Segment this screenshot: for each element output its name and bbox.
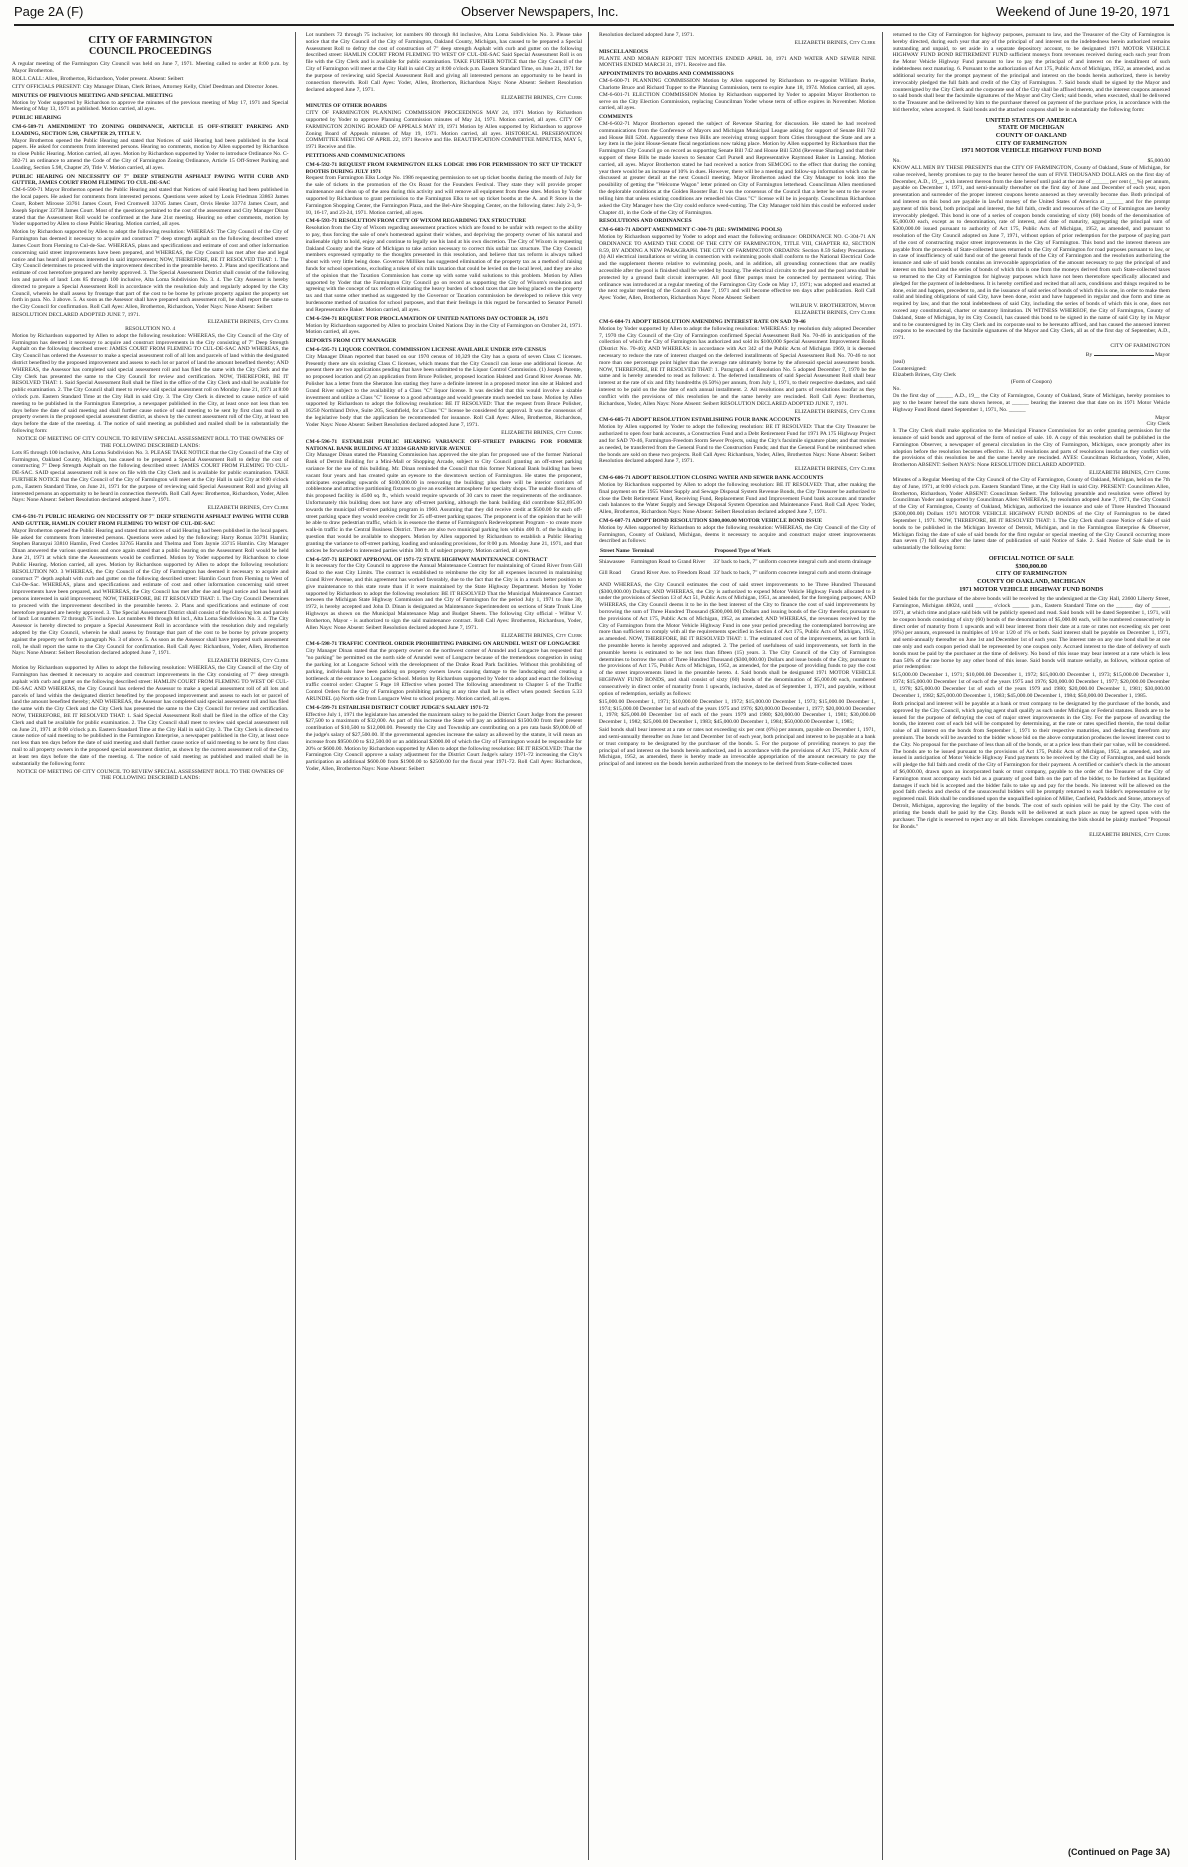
item-heading: CM-6-604-71 ADOPT RESOLUTION AMENDING INTEREST RATE ON SAD 70-46 — [599, 318, 806, 325]
sale-line: CITY OF FARMINGTON — [995, 570, 1067, 578]
street-projects-table — [599, 547, 876, 578]
table-header: Terminal — [631, 547, 713, 556]
maturity-schedule: $15,000.00 December 1, 1971; $10,000.00 December 1, 1972; $15,000.00 December 1, 1973; $15,000.00 December 1, 1974; $15,000.00 December 1st of each of the years 1975 and 1976; $20,000.00 December 1, 1977; $20,000.00 December 1, 1978; $25,000.00 December 1st of each of the years 1979 and 1980; $20,000.00 December 1, 1981; $30,000.00 December 1, 1982; $25,000.00 December 1, 1983; $45,000.00 December 1, 1984; $50,000.00 December 1, 1985; — [599, 698, 876, 726]
item-text: AND WHEREAS, the City Council estimates the cost of said street improvements to be Three Hundred Thousand ($300,000.00) Dollars; AND WHEREAS, the City is authorized to expend Motor Vehicle Highway Funds allocated to it under the provisions of Section 13 of Act 51, Public Acts of Michigan, 1951, as amended, for the foregoing purposes; AND WHEREAS, the City Council deems it to be in the best interest of the City to finance the cost of said improvements by borrowing the sum of Three Hundred Thousand ($300,000.00) Dollars and issuing bonds of the City therefor, pursuant to the provisions of Act 175, Public Acts of Michigan, 1952, as amended; AND WHEREAS, the revenues received by the City of Farmington from the Motor Vehicle Highway Fund in one year period preceding the contemplated borrowing are more than sufficient to comply with all the requirements specified in Section 4 of Act 175, Public Acts of Michigan, 1952, as amended. NOW, THEREFORE, BE IT RESOLVED THAT: 1. The estimated cost of the improvements, as set forth in the preamble hereto is hereby approved and adopted. 2. The period of usefulness of said improvements, set forth in the preamble hereto is estimated to be not less than fifteen (15) years. 3. The City Council of the City of Farmington determines to borrow the sum of Three Hundred Thousand ($300,000.00) Dollars and issue bonds of the City, pursuant to the provisions of Act 175, Public Acts of Michigan, 1952, as amended, for the purpose of providing funds to pay the cost of the street improvements listed in the preamble hereto. 4. Said bonds shall be designated 1971 MOTOR VEHICLE HIGHWAY FUND BONDS, and shall consist of sixty (60) bonds of the denomination of $5,000.00 each, numbered consecutively in direct order of maturity from 1 upwards, inclusive, dated as of September 1, 1971, and payable, without option of redemption, serially as follows: — [599, 581, 876, 697]
resolution-text: Motion by Richardson supported by Allen to adopt the following resolution: WHEREAS: The City Council of the City of Farmington has deemed it necessary to acquire and construct 7" deep strength asphalt on the following described street: James Court from Fleming to Cul-de-Sac. WHEREAS, plans and specifications and estimate of cost and other information concerning said street improvements have been prepared, and WHEREAS, the City Council has met after due and legal notice and has heard all persons interested in said improvement; NOW, THEREFORE, BE IT RESOLVED THAT: 1. The City Council determines to proceed with the improvement described in the preamble hereto. 2. Plans and specifications and estimate of cost heretofore prepared are hereby approved. 3. The Special Assessment District shall consist of the following lots and parcels of land: Lots 85 through 100 inclusive, Alta Loma Subdivision No. 3. 4. The City Assessor is hereby directed to prepare a Special Assessment Roll in accordance with the resolution duly and regularly adopted by the City Council, wherein he shall assess by frontage that part of the cost to be borne by private property against the property set forth in para. No. 3 above. 5. As soon as the Assessor shall have prepared such assessment roll, he shall report the same to the City Council for confirmation. Roll Call Ayes: Allen, Brotherton, Richardson, Yoder Nays: None Absent: Seibert — [12, 229, 289, 311]
item-text: Said bonds shall bear interest at a rate or rates not exceeding six per cent (6%) per annum, payable on December 1, 1971, and semi-annually thereafter on June 1st and December 1st of each year, both principal and interest to be payable at a bank or trust company to be designated by the purchaser of the bonds. 5. For the purpose of providing moneys to pay the principal of and interest on the bonds herein authorized, and in accordance with the provisions of Act 175, Public Acts of Michigan, 1952, as amended, there is hereby made an irrevocable appropriation of the amount necessary to pay the principal of and interest on the bonds herein authorized from the moneys to be derived from State-collected taxes — [599, 727, 876, 768]
proceedings-title: COUNCIL PROCEEDINGS — [88, 46, 212, 58]
appointments-text: CM-6-600-71 PLANNING COMMISSION Motion by Allen supported by Richardson to re-appoint William Burke, Charlotte Bruce and Richard Tupper to the Planning Commission, term to expire June 18, 1974. Motion carried, all ayes. CM-6-601-71 ELECTION COMMISSION Motion by Richardson supported by Yoder to appoint Mayor Brotherton to serve on the City Election Commission, replacing Councilman Yoder whose term of office expires in November. Motion carried, all ayes. — [599, 78, 876, 112]
section-heading: COMMENTS — [599, 114, 633, 121]
bond-city: CITY OF FARMINGTON — [1110, 343, 1170, 350]
masthead-rule — [14, 24, 1174, 26]
item-text: Mayor Brotherton opened the Public Hearing and stated that notices of said Hearing had been published in the local papers. He asked for comments from interested persons. Questions were asked by the following: Harry Romas 33791 Hamlin; Stephen Baranyai 33810 Hamlin, Fred Cordes 33765 Hamlin and Thelma and Tom Jaynie 33715 Hamlin. City Manager Dinan answered the various questions and once again stated that a public hearing on the Assessment Roll would be held June 21, 1971 at which time the Assessments would be confirmed. Motion by Yoder supported by Richardson to close Public Hearing. Motion carried, all ayes. Motion by Richardson supported by Allen to adopt the following resolution: RESOLUTION NO. 3 WHEREAS, the City Council of the City of Farmington has deemed it necessary to acquire and construct 7" depth asphalt with curb and gutter on the following described street: Hamlin Court from Fleming to West of Cul-De-Sac. WHEREAS, plans and specifications and estimate of cost and other information concerning said street improvements have been prepared, and WHEREAS, the City Council has met after due and legal notice and has heard all persons interested in said improvement; NOW, THEREFORE, BE IT RESOLVED THAT: 1. The City Council Determines to proceed with the improvement described in the preamble hereto. 2. Plans and specifications and estimate of cost heretofore prepared are hereby approved. 3. The Special Assessment District shall consist of the following lots and parcels of land: Lot numbers 72 through 75 inclusive. Lot numbers 80 through 84 incl., Alta Loma Subdivision No. 3. 4. The City Assessor is hereby directed to prepare a Special Assessment Roll in accordance with the resolution duly and regularly adopted by the City Council, wherein he shall assess by frontage that part of the cost to be borne by private property against the property set forth in paragraph No. 3 of above. 5. As soon as the Assessor shall have prepared such assessment roll, he shall report the same to the City Council for confirmation. Roll Call Ayes: Richardson, Yoder, Allen, Brotherton Nays: None Absent: Seibert Resolution declared adopted June 7, 1971. — [12, 527, 289, 657]
item-heading: CM-6-603-71 ADOPT AMENDMENT C-304-71 (RE: SWIMMING POOLS) — [599, 227, 782, 234]
item-text: Motion by Allen supported by Yoder to adopt the following resolution: BE IT RESOLVED: That the City Treasurer be authorized to open four bank accounts, a Construction Fund and a Debt Retirement Fund for 1971 PA 175 Highway Project and for SAD 70-46, Farmington-Freedom Storm Sewer Projects, using the City's facsimile signature plate; and that monies as needed, be transferred from the General Fund to the Construction Funds; and that the General Fund be reimbursed when the bonds are sold on these two projects. Roll Call Ayes: Richardson, Yoder, Allen, Brotherton Nays: None Absent: Seibert Resolution declared adopted June 7, 1971. — [599, 424, 876, 465]
sale-line: 1971 MOTOR VEHICLE HIGHWAY FUND BONDS — [959, 585, 1104, 593]
notice-heading: NOTICE OF MEETING OF CITY COUNCIL TO REVIEW SPECIAL ASSESSMENT ROLL TO THE OWNERS OF THE FOLLOWING DESCRIBED LANDS: — [16, 436, 284, 449]
bond-line: COUNTY OF OAKLAND — [995, 132, 1067, 140]
clerk-signature: ELIZABETH BRINES, City Clerk — [794, 408, 876, 415]
ordinance-text: Motion by Richardson supported by Yoder to adopt and enact the following ordinance: ORDINANCE NO. C-304-71 AN ORDINANCE TO AMEND THE CODE OF THE CITY OF FARMINGTON, TITLE VIII, CHAPTER 82, SECTION 8.59, BY ADDING A NEW PARAGRAPH. THE CITY OF FARMINGTON ORDAINS: Section 8.59 Safety Precautions. (h) All electrical installations or wiring in connection with swimming pools shall conform to the National Electrical Code and the supplement thereto relative to swimming pools, and in addition, all grounding connections that are readily accessible after the pool is finished shall be welded by brazing. The electrical circuits to the pool and the pool area shall be protected by a ground fault circuit interrupter. All pool filter pumps must be connected by permanent wiring. This ordinance was introduced at a regular meeting of the Farmington City Code on May 17, 1971; was adopted and enacted at the next regular meeting of the Council on June 7, 1971 and will become effective ten days after publication. Roll Call Ayes: Yoder, Allen, Brotherton, Richardson Nays: None Absent: Seibert — [599, 233, 876, 302]
item-heading: CM-6-594-71 REQUEST FOR PROCLAMATION OF UNITED NATIONS DAY OCTOBER 24, 1971 — [305, 315, 549, 322]
section-heading: REPORTS FROM CITY MANAGER — [305, 338, 397, 345]
section-heading: APPOINTMENTS TO BOARDS AND COMMISSIONS — [599, 71, 734, 78]
item-heading: CM-6-599-71 ESTABLISH DISTRICT COURT JUDGE'S SALARY 1971-72 — [305, 704, 489, 711]
bond-form-header — [893, 117, 1171, 155]
clerk-signature: ELIZABETH BRINES, City Clerk — [501, 632, 582, 639]
sale-line: COUNTY OF OAKLAND, MICHIGAN — [977, 578, 1086, 585]
table-header: Street Name — [599, 547, 631, 556]
bond-signature-row — [893, 350, 1171, 359]
notice-text: Lots 85 through 100 inclusive, Alta Loma Subdivision No. 3. PLEASE TAKE NOTICE that the City Council of the City of Farmington, Oakland County, Michigan, has caused to be prepared a Special Assessment Roll to defray the cost of constructing 7" Deep Strength Asphalt on the following described street: JAMES COURT FROM FLEMING TO CUL-DE-SAC. SAID special assessment roll is now on file with the City Clerk and is available for public examination. TAKE FURTHER NOTICE that the City Council of the City of Farmington will meet at the City Hall in said City at 8:00 o'clock p.m., Eastern Standard Time, on June 21, 1971 for the purpose of reviewing said Special Assessment Roll and giving all interested persons an opportunity to be heard in connection therewith. Roll Call Ayes: Brotherton, Richardson, Yoder, Allen Nays: None Absent: Seibert Resolution declared adopted June 7, 1971. — [12, 449, 289, 504]
table-cell: 33' back to back, 7" uniform concrete integral curb and storm drainage — [713, 559, 872, 566]
notice-heading: NOTICE OF MEETING OF CITY COUNCIL TO REVIEW SPECIAL ASSESSMENT ROLL TO THE OWNERS OF THE FOLLOWING DESCRIBED LANDS: — [16, 768, 284, 782]
sale-body: Sealed bids for the purchase of the above bonds will be received by the undersigned at the City Hall, 23600 Liberty Street, Farmington, Michigan 48024, until ______ o'clock ______ p.m., Eastern Standard Time on the ______ day of ______, 1971, at which time and place said bids will be publicly opened and read. Said bonds will be dated September 1, 1971, will be coupon bonds consisting of sixty (60) bonds of the denomination of $5,000.00 each, will be numbered consecutively in direct order of maturity from 1 upwards and will bear interest from their date at a rate or rates not exceeding six per cent (6%) per annum, expressed in multiples of 1/8 or 1/20 of 1% or both. Said interest shall be payable on December 1, 1971, and semi-annually thereafter on June 1st and December 1st of each year. The interest rate on any one bond shall be at one rate only and each coupon period shall be represented by one coupon only. Accrued interest to the date of delivery of such bonds must be paid by the purchaser at the time of delivery. No bond of this issue may bear interest at a rate which is less than 50% of the rate borne by any other bond of this issue. Said bonds will mature serially, as follows, without option of prior redemption: — [892, 596, 1170, 671]
table-cell: Farmington Road to Grand River — [630, 559, 706, 566]
comments-text: CM-6-602-71 Mayor Brotherton opened the subject of Revenue Sharing for discussion. He stated he had received communications from the Conference of Mayors and Michigan Municipal League asking for support of Senate Bill 742 and House Bill 5204. Apparently these two Bills are receiving strong support from Cities throughout the State and are a key item in the joint House-Senate fiscal negotiations now taking place. Motion by Allen supported by Richardson that the Farmington City Council go on record as supporting Senate Bill 742 and House Bill 5204 (Revenue Sharing) and that their support of these Bills be made known to Senator Carl Pursell and Representative Raymond Baker in Lansing. Motion carried, all ayes. Mayor Brotherton stated he had received a notice from SEMCOG to the effect that during the coming year there would be an increase of 10% in dues. However, there will be a meeting and follow-up information which can be discussed at greater detail at the next Council meeting. Mayor Brotherton asked the City Manager to look into the possibility of getting the "Welcome Wagon" letter printed on City of Farmington letterhead. Councilman Allen mentioned the deplorable conditions at the Golden Rooster Bar. It was the consensus of the Council that a letter be sent to the owner telling him that unless existing conditions are remedied his Class "C" license will be in jeopardy. Councilman Richardson asked the City Manager how the City could enforce weed-cutting. The City Manager told him this could be enforced under Chapter 41, in the Code of the City of Farmington. — [599, 120, 876, 216]
table-header: Proposed Type of Work — [713, 547, 875, 556]
clerk-signature: ELIZABETH BRINES, City Clerk — [1089, 831, 1170, 838]
officials-text: CITY OFFICIALS PRESENT: City Manager Dinan, Clerk Brines, Attorney Kelly, Chief Deedman and Director Jones. — [12, 83, 279, 90]
section-heading: PETITIONS AND COMMUNICATIONS — [305, 153, 405, 159]
item-text: City Manager Dinan stated that the property owner on the northwest corner of Arundel and Longacre has requested that "no parking" be permitted on the north side of Arundel west of Longacre because of the tremendous congestion in using the parking lot at Longacre School with the development of the Drake Road Park facilities. Without this prohibiting of parking, individuals have been parking on property owners lawns causing damage to the landscaping and creating a bottleneck at the entrance to Longacre School. Motion by Richardson supported by Yoder to adopt and enact the following traffic control order: Chapter 5 Page 18 Effective when posted The following amendment to Chapter 5 of the Traffic Control Orders for the City of Farmington prohibiting parking at any time shall be in effect when posted: Section 5.33 ARUNDEL (a) North side from Longacre West to school property. Motion carried, all ayes. — [305, 648, 582, 702]
seal-label: (seal) — [892, 358, 905, 365]
item-text: Motion by Richardson supported by Allen to adopt the following resolution: BE IT RESOLVED: That, after making the final payment on the 1955 Water Supply and Sewage Disposal System Revenue Bonds, the City Treasurer be authorized to close the Debt Retirement Fund, Receiving Fund, Replacement Fund and Improvement Fund bank accounts and transfer cash balances to the Water Supply and Sewage Disposal System Operation and Maintenance Fund. Roll Call Ayes: Yoder, Allen, Brotherton, Richardson Nays: None Absent: Seibert Resolution declared adopted June 7, 1971. — [599, 481, 876, 516]
clerk-signature: ELIZABETH BRINES, City Clerk — [501, 429, 582, 436]
article-columns — [12, 32, 1176, 1860]
continued-text: returned to the City of Farmington for highway purposes, pursuant to law, and the Treasurer of the City of Farmington is hereby directed, during each year that any of the principal of and interest on the indebtedness herein authorized remains outstanding and unpaid, to set aside in a separate depository account, to be designated 1971 MOTOR VEHICLE HIGHWAY FUND BOND RETIREMENT FUND sufficient moneys from revenues received during each such year from the Motor Vehicle Highway Fund pursuant to law to pay the principal of and interest on the installment of such indebtedness next maturing. 6. Pursuant to the authorization of Act 175, Public Acts of Michigan, 1952, as amended, and as additional security for the prompt payment of the principal and interest on the bonds herein authorized, there is hereby irrevocably pledged the full faith and credit of the City of Farmington. 7. Said bonds shall be signed by the Mayor and countersigned by the City Clerk and the corporate seal of the City shall be affixed thereto, and the interest coupons annexed to said bonds shall bear the facsimile signatures of the Mayor and City Clerk; said bonds, when executed, shall be delivered to the Treasurer and be delivered by him to the purchaser thereof on payment of the purchase price, in accordance with the bid therefor, when accepted. 8. Said bonds and the attached coupons shall be in substantially the following form: — [892, 32, 1170, 113]
item-heading: CM-6-592-71 REQUEST FROM FARMINGTON ELKS LODGE 1986 FOR PERMISSION TO SET UP TICKET BOOTHS DURING JULY 1971 — [305, 161, 582, 175]
item-text: City Manager Dinan stated the Planning Commission has approved the site plan for proposed use of the former National Bank of Detroit Building for a Mini-Mall or Shopping Arcade, subject to City Council granting an off-street parking variance for the use of this building. Mr. Dinan reminded the Council that this former National Bank building has been vacant four years and has created quite an eyesore to the downtown section of Farmington. He states the proponent, anticipates expending upwards of $100,000.00 in renovating the building; plus there will be interior corridors of cobblestone and attractive partitioning fixtures to give an excellent atmosphere for specialty shops. The usable floor area of this proposed facility is 4500 sq. ft., which would require upwards of 30 cars to meet the requirements of the ordinance. Unfortunately this building does not have any off-street parking, although the bank building did contribute $12,695.00 towards the municipal off-street parking program in 1960. Assuming that they did receive credit at $500.00 for each off-street parking space they would receive credit for 25 off-street parking spaces. The proponent is of the opinion that he will be able to draw pedestrian traffic, which is in essence the theme of Farmington's Redevelopment Program - to create more walk-in traffic in the Central Business District. There are also two municipal parking lots within 400 ft. of the building in question that would be available to shoppers. Motion by Allen supported by Richardson to establish a Public Hearing granting the variance to off-street parking, loading and unloading provisions, for 8:00 p.m. Monday June 21, 1971, and that notices be forwarded to interested parties within 300 ft. of subject property. Motion carried, all ayes. — [305, 452, 582, 554]
table-cell: Shiawassee — [599, 559, 625, 566]
publisher-name: Observer Newspapers, Inc. — [460, 3, 619, 19]
section-heading: RESOLUTIONS AND ORDINANCES — [599, 218, 692, 225]
continued-text: Resolution declared adopted June 7, 1971. — [599, 32, 694, 38]
column-4 — [893, 32, 1177, 1860]
mayor-signature: WILBUR V. BROTHERTON, Mayor — [790, 303, 876, 310]
table-cell: Grand River Ave. to Freedom Road — [630, 569, 711, 576]
table-row — [599, 568, 876, 579]
item-text: Mayor Brotherton opened the Public Hearing and stated that Notices of said Hearing had been published in the local papers. He asked for comments from interested persons. Hearing no comments, motion by Allen supported by Richardson to close Public Hearing. Motion carried, all ayes. Motion by Richardson supported by Yoder to introduce Ordinance No. C-302-71 an ordinance to amend the Code of the City of Farmington Zoning Ordinance, Article 15 Off-Street Parking and Loading, Section 5.98, Chapter 29, Title V. Motion carried, all ayes. — [12, 137, 289, 171]
coupon-mayor: Mayor — [1155, 414, 1170, 421]
item-text: City Manager Dinan reported that based on our 1970 census of 10,329 the City has a quota of seven Class C licenses. Presently there are six existing Class C licenses, which means that the City Council can issue one additional license. At present there are two applications pending that have been submitted to the Liquor Control Commission. (1) Joseph Parente, no proposed location and (2) an application from Bruce Polisher, proposed location Halsted and Grand River Avenue. Mr. Polisher has a letter from the Sheraton Inn stating they have a definite interest in a proposed motor inn site at Halsted and Grand River subject to the availability of a Class "C" liquor license. It was decided that this would involve a sizable investment and utilize a Class "C" license to a good advantage and would generate much needed tax base. Motion by Allen supported by Richardson to adopt the following resolution: BE IT RESOLVED: That the request from Bruce Polisher, 16250 Northland Drive, Suite 205, Southfield, for a Class "C" license be considered for approval. It was the consensus of the legislative body that the application be recommended for issuance. Roll Call Ayes: Allen, Brotherton, Richardson, Yoder Nays: None Absent: Seibert Resolution declared adopted June 7, 1971. — [305, 353, 582, 428]
misc-text: PLANTE AND MORAN REPORT TEN MONTHS ENDED APRIL 30, 1971 AND WATER AND SEWER NINE MONTHS ENDED MARCH 31, 1971. Receive and file. — [599, 55, 876, 69]
table-cell: Gill Road — [599, 569, 621, 576]
item-text: Resolution from the City of Wixom regarding assessment practices which are found to be unfair with respect to the ability to pay, thus forcing the sale of one's homestead against their wishes, and depriving the property owner of his natural and inalienable right to hold, enjoy and continue to legally use his land at his own discretion. The City of Wixom is requesting Oakland County and the State of Michigan to take action necessary to correct this unfair tax structure. The City Council members expressed sympathy to the thoughts presented in this resolution, and believe that tax reform is always talked about with very little being done. Governor Milliken has suggested elimination of the property tax as a method of raising funds for school operations, excluding a token of six mills taxation that could be levied on the local level, and they are also of the opinion that the Taxation Commission has come up with some valid solutions to this problem. Motion by Allen supported by Yoder that the Farmington City Council go on record as supporting the City of Wixom's resolution and agreeing with the concept of tax reform eliminating the heavy burden of school taxes that are being placed on the property tax and that some other method as suggested by the Governor or Taxation commission be developed to relieve this very burdensome method of taxation for school purposes, and that their feelings in this regard be forwarded to Senator Pursell and Representative Baker. Motion carried, all ayes. — [305, 225, 582, 313]
clerk-signature: ELIZABETH BRINES, City Clerk — [1089, 470, 1170, 477]
item-text: It is necessary for the City Council to approve the Annual Maintenance Contract for maintaining of Grand River from Gill Road to the east City Limits. The contract is established to reimburse the city for all expenses incurred in maintaining Grand River Avenue, and this agreement has worked favorably, due to the fact that the City is in a much better position to give maintenance to this state route than if it were maintained by the State Highway Department. Motion by Yoder supported by Richardson to adopt the following resolution: BE IT RESOLVED That the Municipal Maintenance Contract between the Michigan State Highway Commission and the City of Farmington for the period July 1, 1971 to June 30, 1972, is hereby accepted and John D. Dinan is designated as Maintenance Superintendent on sections of State Trunk Line Highways as shown on the Municipal Maintenance Map and Budget Sheets. The following City official - Wilbur V. Brotherton, Mayor - is authorized to sign the said maintenance contract. Roll Call Ayes: Brotherton, Richardson, Yoder, Allen Nays: None Absent: Seibert Resolution declared adopted June 7, 1971. — [305, 563, 582, 631]
table-cell: 33' back to back, 7" uniform concrete integral curb and storm drainage — [713, 569, 872, 576]
clerk-line: Elizabeth Brines, City Clerk — [892, 372, 956, 379]
signature-line — [1094, 350, 1154, 356]
bond-line: UNITED STATES OF AMERICA — [985, 116, 1077, 124]
bond-amount: $5,000.00 — [1147, 158, 1170, 165]
item-heading: CM-6-606-71 ADOPT RESOLUTION CLOSING WATER AND SEWER BANK ACCOUNTS — [599, 475, 824, 482]
bond-line: STATE OF MICHIGAN — [998, 124, 1065, 132]
bond-by: By — [1085, 352, 1093, 359]
item-text: Effective July 1, 1971 the legislature has amended the maximum salary to be paid the District Court Judge from the present $27,500 to a maximum of $32,000. As part of this increase the State will pay an additional $1500.00 from their present contribution of $10,500 to $12,000.00. Presently the City and Township are contributing on a pro rata basis $9,000.00 of the judge's salary of $27,500.00. If the governmental agencies increase the salary as allowed by the statute, it will mean an increase from $9500.00 to $12,500.00 or an additional $3000.00 of which the City of Farmington would be responsible for 20% or $600.00. Motion by Richardson supported by Allen to adopt the following resolution: BE IT RESOLVED: That the Farmington City Council approve a salary adjustment for the District Court Judge's salary 1971-72 increasing the City's participation an additional $600.00 from $1900.00 to $2500.00 for the fiscal year 1971-72. Roll Call Ayes: Richardson, Yoder, Allen, Brotherton Nays: None Absent: Seibert — [305, 711, 582, 773]
minutes-text: Motion by Yoder supported by Richardson to approve the minutes of the previous meeting of May 17, 1971 and Special Meeting of May 13, 1971 as published. Motion carried, all ayes. — [12, 99, 289, 113]
item-heading: CM-6-593-71 RESOLUTION FROM CITY OF WIXOM REGARDING TAX STRUCTURE — [305, 218, 527, 225]
clerk-signature: ELIZABETH BRINES, City Clerk — [794, 310, 876, 317]
item-heading: PUBLIC HEARING ON NECESSITY OF 7" DEEP STRENGTH ASPHALT PAVING WITH CURB AND GUTTER, JAMES COURT FROM FLEMING TO CUL-DE-SAC — [12, 173, 289, 187]
clerk-signature: ELIZABETH BRINES, City Clerk — [501, 94, 582, 101]
continued-notice: (Continued on Page 3A) — [1060, 1847, 1170, 1858]
bond-mayor: Mayor — [1155, 352, 1170, 359]
roll-call-text: ROLL CALL: Allen, Brotherton, Richardson, Yoder present. Absent: Seibert — [12, 75, 184, 82]
item-heading: CM-6-591-71 PUBLIC HEARING ON NECESSITY OF 7" DEEP STRENGTH ASPHALT PAVING WITH CURB AND GUTTER, HAMLIN COURT FROM FLEMING TO WEST OF CUL-DE-SAC — [12, 514, 289, 528]
masthead — [0, 0, 1188, 22]
clerk-signature: ELIZABETH BRINES, City Clerk — [207, 319, 289, 326]
resolution-items: 9. The City Clerk shall make application to the Municipal Finance Commission for an order granting permission for the issuance of said bonds and approval of the form of notice of sale. 10. A copy of this resolution shall be published in the Farmington Observer, a newspaper of general circulation in the City of Farmington, Michigan, once promptly after its adoption before the resolution becomes effective. 11. All resolutions and parts of resolutions insofar as they conflict with the provisions of this resolution be and the same hereby are rescinded. AYES: Councilman Richardson, Yoder, Allen, Brotherton ABSENT: Seibert NAYS: None RESOLUTION DECLARED ADOPTED. — [892, 428, 1170, 469]
table-row — [599, 557, 876, 568]
clerk-signature: ELIZABETH BRINES, City Clerk — [794, 466, 876, 473]
sale-line: $300,000.00 — [1015, 562, 1047, 570]
section-heading: MINUTES OF PREVIOUS MEETING AND SPECIAL MEETING — [12, 92, 173, 99]
item-text: Motion by Allen supported by Richardson to adopt the following resolution: WHEREAS, the City Council of the City of Farmington, County of Oakland, Michigan, deems it necessary to acquire and construct major street improvements described as follows: — [599, 524, 876, 545]
city-title: CITY OF FARMINGTON — [88, 34, 213, 46]
item-text: Motion by Richardson supported by Allen to proclaim United Nations Day in the City of Farmington on October 24, 1971. Motion carried, all ayes. — [305, 322, 582, 336]
item-heading: CM-6-607-71 ADOPT BOND RESOLUTION $300,000.00 MOTOR VEHICLE BOND ISSUE — [599, 518, 823, 524]
bond-number-label: No. — [892, 158, 901, 165]
section-heading: PUBLIC HEARING — [12, 115, 62, 122]
item-text: Motion by Yoder supported by Allen to adopt the following resolution: WHEREAS: by resolution duly adopted December 7, 1970 the City Council of the City of Farmington confirmed Special Assessment Roll No. 70-46 in anticipation of the collection of which the City of Farmington has authorized and sold its $100,000 Special Assessment Improvement Bonds (District No. 70-46); AND WHEREAS: in accordance with Act 342 of the Public Acts of Michigan 1969, it is deemed necessary to reduce the rate of interest charged on the deferred installments of Special Assessment Roll No. 70-46 to not more than one percentage point higher than the average rate ultimately borne by the aforesaid special assessment bonds. NOW, THEREFORE, BE IT RESOLVED THAT: 1. Paragraph 4 of Resolution No. 5 adopted December 7, 1970 be the same and is hereby amended to read as follows: 4. The deferred installments of said Special Assessment Roll shall bear interest at the rate of six and fifty hundredths (6.50%) per annum, from July 1, 1971, to their respective duedates, and said interest to be paid on the due date of each annual installment. 2. All resolutions and parts of resolutions insofar as they conflict with the provisions of this resolution be and the same hereby are rescinded. Roll Call Ayes: Brotherton, Richardson, Yoder, Allen Nays: None Absent: Seibert RESOLUTION DECLARED ADOPTED JUNE 7, 1971. — [599, 325, 876, 407]
column-2 — [306, 32, 590, 1860]
item-heading: CM-6-605-71 ADOPT RESOLUTION ESTABLISHING FOUR BANK ACCOUNTS — [599, 417, 801, 424]
bond-line: 1971 MOTOR VEHICLE HIGHWAY FUND BOND — [961, 147, 1102, 155]
resolution-text: Motion by Richardson supported by Allen to adopt the following resolution: WHEREAS, the City Council of the City of Farmington has deemed it necessary to acquire and construct improvements in the City consisting of 7" Deep Strength Asphalt on the following described street: JAMES COURT FROM FLEMING TO CUL-DE-SAC AND WHEREAS, the City Council has ordered the Assessor to make a special assessment roll of all lots and parcels of land within the designated district benefited by the proposed improvement and assess to each lot or parcel of land the amount benefited thereby; AND WHEREAS, the Assessor has completed said special assessment roll and has filed the same with the City Clerk and the City Clerk has presented the same to the City Council for review and certification. NOW, THEREFORE, BE IT RESOLVED THAT: 1. Said Special Assessment Roll shall be filed in the office of the City Clerk and shall be available for public examination. 2. The City Council shall meet to review said special assessment roll on Monday June 21, 1971 at 8:00 o'clock p.m. Eastern Standard Time at the City Hall in said City. 3. The City Clerk is directed to cause notice of said meeting to be published in the Farmington Enterprise, a newspaper published in the City, at least once not less than ten days before the date of said meeting and shall further cause notice of said meeting to be sent by first class mail to all property owners in the proposed special assessment district, as shown by the current assessment roll of the City, at least ten days before the date of the meeting. 4. The notice of said meeting as published and mailed shall be in substantially the following form: — [12, 332, 289, 435]
boards-text: CITY OF FARMINGTON PLANNING COMMISSION PROCEEDINGS MAY 24, 1971 Motion by Richardson supported by Yoder to approve Planning Commission minutes of May 24, 1971. Motion carried, all ayes. CITY OF FARMINGTON ZONING BOARD OF APPEALS MAY 19, 1971 Motion by Allen supported by Richardson to approve Zoning Board of Appeals minutes of May 19, 1971. Motion carried, all ayes. HISTORICAL PRESERVATION COMMITTEE MEETING OF APRIL 22, 1971 Receive and file. BEAUTIFICATION COMMITTEE MINUTES, MAY 5, 1971 Receive and file. — [305, 110, 582, 151]
item-heading: CM-6-595-71 LIQUOR CONTROL COMMISSION LICENSE AVAILABLE UNDER 1970 CENSUS — [305, 346, 547, 353]
coupon-clerk: City Clerk — [1146, 421, 1170, 428]
item-text: Request from Farmington Elks Lodge No. 1986 requesting permission to set up ticket booths during the month of July for the sale of tickets in the promotion of the Ox Roast for the Founders Festival. They state they will provide proper maintenance and clean up of the area during this activity and will remove all equipment from these sites. Motion by Yoder supported by Richardson to grant permission to the Farmington Elks to set up ticket booths at the A. and P. Store in the Farmington Shopping Center, the Farmington Plaza, and the Bel-Aire Shopping Center, on the following dates: July 2-3, 9-10, 16-17, and 23-24, 1971. Motion carried, all ayes. — [305, 175, 582, 216]
bond-body: KNOW ALL MEN BY THESE PRESENTS that the CITY OF FARMINGTON, County of Oakland, State of Michigan, for value received, hereby promises to pay to the bearer hereof the sum of FIVE THOUSAND DOLLARS on the first day of December, A.D., 19__, with interest thereon from the date hereof until paid at the rate of ______ per cent (__%) per annum, payable on December 1, 1971, and semi-annually thereafter on the first day of June and December of each year, upon presentation and surrender of the proper interest coupons hereto annexed as they severally become due. Both principal of and interest on this bond are payable in lawful money of the United States of America at ______ and for the prompt payment of this bond, both principal and interest, the full faith, credit and resources of the City of Farmington are hereby irrevocably pledged. This bond is one of a series of coupon bonds consisting of sixty (60) bonds of the denomination of $5,000.00 each, except as to denomination, rate of interest, and date of maturity, aggregating the principal sum of $300,000.00 issued pursuant to authority of Act 175, Public Acts of Michigan, 1952, as amended, and pursuant to resolution of the City Council adopted on June 7, 1971, without option of prior redemption for the purpose of paying part of the cost of constructing major street improvements in the City of Farmington. This bond and the interest thereon are payable from the proceeds of State-collected taxes returned to the City of Farmington for road purposes pursuant to law, or in case of insufficiency of said fund out of the general funds of the City of Farmington and the resolution authorizing the issuance and sale of said bonds contains an irrevocable appropriation of the amount necessary to pay the principal of and interest on this bond and the series of bonds of which this is one from the moneys derived from such State-collected taxes so returned to the City of Farmington for highway purposes which have not been theretofore specifically allocated and pledged for the payment of indebtedness. It is hereby certified and recited that all acts, conditions and things required to be done, exist and happen, precedent to, and in the issuance of said series of bonds of which this is one, in order to make them valid and binding obligations of said City, have been done, exist and have happened in regular and due form and time as required by law, and that the total indebtedness of said City, including the series of bonds of which this is one, does not exceed any constitutional, charter or statutory limitation. IN WITNESS WHEREOF, the City of Farmington, County of Oakland, State of Michigan, by its City Council, has caused this bond to be signed in the name of said City by its Mayor and to be countersigned by its City Clerk and its corporate seal to be hereunto affixed, and has caused the annexed interest coupons to be executed by the facsimile signatures of the Mayor and City Clerk, all as of the first day of September, A.D., 1971. — [892, 164, 1170, 342]
item-heading: CM-6-596-71 ESTABLISH PUBLIC HEARING VARIANCE OFF-STREET PARKING FOR FORMER NATIONAL BANK BUILDING AT 33334 GRAND RIVER AVENUE — [305, 438, 582, 452]
notice-of-sale-header — [893, 555, 1171, 593]
clerk-signature: ELIZABETH BRINES, City Clerk — [794, 40, 876, 46]
section-heading: MINUTES OF OTHER BOARDS — [305, 103, 387, 110]
clerk-signature: ELIZABETH BRINES, City Clerk — [207, 658, 289, 665]
coupon-number: No. — [892, 386, 901, 393]
column-3 — [599, 32, 883, 1860]
coupon-heading: (Form of Coupon) — [1010, 379, 1052, 386]
column-1 — [12, 32, 296, 1860]
bond-number-row — [893, 158, 1171, 165]
item-heading: CM-6-597-71 REPORT APPROVAL OF 1971-72 STATE HIGHWAY MAINTENANCE CONTRACT — [305, 556, 548, 563]
resolution-adopted: RESOLUTION DECLARED ADOPTED JUNE 7, 1971. — [12, 312, 141, 319]
page-label: Page 2A (F) — [14, 3, 84, 19]
continued-text: Lot numbers 72 through 75 inclusive; lot numbers 80 through 84 inclusive, Alta Loma Subdivision No. 3. Please take notice that the City Council of the City of Farmington, Oakland County, Michigan, has caused to be prepared a Special Assessment Roll to defray the cost of construction of 7" deep strength Asphalt with curb and gutter on the following described street: HAMLIN COURT FROM FLEMING TO WEST OF CUL-DE-SAC Said Special Assessment Roll is on file with the City Clerk and is available for public examination. TAKE FURTHER NOTICE that the City Council of the City of Farmington will meet at the City Hall in said City at 8:00 o'clock p.m. Eastern Standard Time, on June 21, 1971 for the purpose of reviewing said Special Assessment Roll and giving all interested persons an opportunity to be heard in connection therewith. Roll Call Ayes: Yoder, Allen, Brotherton, Richardson Nays: None Absent: Seibert Resolution declared adopted June 7, 1971. — [305, 32, 582, 93]
item-heading: CM-6-509-71 AMENDMENT TO ZONING ORDINANCE, ARTICLE 15 OFF-STREET PARKING AND LOADING, SECTION 5.98, CHAPTER 29, TITLE V. — [12, 123, 289, 137]
section-heading: MISCELLANEOUS — [599, 48, 649, 55]
item-heading: CM-6-598-71 TRAFFIC CONTROL ORDER PROHIBITING PARKING ON ARUNDEL WEST OF LONGACRE — [305, 641, 580, 648]
issue-date: Weekend of June 19-20, 1971 — [996, 3, 1170, 19]
item-text: CM-6-590-71 Mayor Brotherton opened the Public Hearing and stated that Notices of said Hearing had been published in the local papers. He asked for comments from interested persons. Questions were asked by Louis Friedman 33863 James Court, Robert Mirosse 33761 James Court, Fred Cromwell 33705 James Court, Orvis Henke 33774 James Court, and Joseph Springer 33738 James Court. Most of the questions pertained to the cost of the assessment and City Manager Dinan stated that the Assessment Roll would be confirmed at the June 21st meeting. Hearing no other comments, motion by Yoder supported by Allen to close Public Hearing. Motion carried, all ayes. — [12, 187, 289, 228]
resolution-number: RESOLUTION NO. 4 — [125, 325, 176, 332]
countersigned-label: Countersigned: — [892, 365, 927, 372]
sale-tail: Both principal and interest will be payable at a bank or trust company to be designated by the purchaser of the bonds, and approved by the City Council, which paying agent shall qualify as such under Michigan or Federal statutes. Bonds are to be issued for the purpose of defraying the cost of major street improvements in the City. For the purpose of awarding the bonds, the interest cost of each bid will be computed by determining, at the rate or rates specified therein, the total dollar value of all interest on the bonds from September 1, 1971 to their respective maturities, and deducting therefrom any premium. The bonds will be awarded to the bidder whose bid on the above computation produces the lowest interest cost to the City. No proposal for the purchase of less than all of the bonds, or at a price less than their par value, will be considered. The bonds are to be issued pursuant to the provisions of Act 175, Public Acts of Michigan, 1952, as amended, and are issued in anticipation of Motor Vehicle Highway Fund payments to be received by the City of Farmington, and said bonds will pledge the full faith and credit of the City of Farmington for their payment. A certified or cashier's check in the amount of $6,000.00, drawn upon an incorporated bank or trust company, payable to the order of the Treasurer of the City of Farmington must accompany each bid as a guaranty of good faith on the part of the bidder, to be forfeited as liquidated damages if such bid is accepted and the bidder fails to take up and pay for the bonds. No interest will be allowed on the good faith checks and checks of the unsuccessful bidders will be promptly returned to each bidder's representative or by registered mail. Bids shall be conditioned upon the unqualified opinion of Miller, Canfield, Paddock and Stone, attorneys of Detroit, Michigan, approving the legality of the bonds. The cost of such opinion will be paid by the City. The cost of printing the bonds shall be paid by the City. Bonds will be delivered at such place as may be agreed upon with the purchaser. The right is reserved to reject any or all bids. Envelopes containing the bids should be plainly marked "Proposal for Bonds." — [892, 700, 1170, 830]
bond-line: CITY OF FARMINGTON — [995, 139, 1067, 147]
minutes-note: Minutes of a Regular Meeting of the City Council of the City of Farmington, County of Oakland, Michigan, held on the 7th day of June, 1971, at 8:00 o'clock p.m. Eastern Standard Time, at the City Hall in said City. PRESENT: Councilmen Allen, Brotherton, Richardson, Yoder ABSENT: Councilman Seibert. The following preamble and resolution were offered by Councilman Yoder and supported by Councilman Allen: WHEREAS, by resolution adopted June 7, 1971, the City Council of the City of Farmington, County of Oakland, Michigan, authorized the issuance and sale of Three Hundred Thousand ($300,000.00) Dollars 1971 MOTOR VEHICLE HIGHWAY FUND BONDS of the City of Farmington to be dated September 1, 1971. NOW, THEREFORE, BE IT RESOLVED THAT: 1. The City Clerk shall cause Notice of Sale of said bonds to be published in the Michigan Investor of Detroit, Michigan, and in the Farmington Enterprise & Observer, Michigan fixing the date of sale of said bonds for the first regular or special meeting of the City Council occurring more than seven (7) full days after the latest date of publication of said Notice of Sale. 2. Said Notice of Sale shall be in substantially the following form: — [892, 477, 1170, 552]
coupon-body: On the first day of ______ A.D., 19__ the City of Farmington, County of Oakland, State of Michigan, hereby promises to pay to the bearer hereof the sum shown hereon, at ______ bearing the interest due that date on its 1971 Motor Vehicle Highway Fund Bond dated September 1, 1971, No. ______ — [892, 392, 1170, 413]
intro-text: A regular meeting of the Farmington City Council was held on June 7, 1971. Meeting called to order at 8:00 p.m. by Mayor Brotherton. — [12, 61, 289, 74]
sale-line: OFFICIAL NOTICE OF SALE — [988, 554, 1074, 562]
resolution-text: Motion by Richardson supported by Allen to adopt the following resolution: WHEREAS, the City Council of the City of Farmington has deemed it necessary to acquire and construct improvements in the City consisting of 7" deep strength asphalt with curb and gutter on the following described street: HAMLIN COURT FROM FLEMING TO WEST OF CUL-DE-SAC AND WHEREAS, the City Council has ordered the Assessor to make a special assessment roll of all lots and parcels of land within the designated district benefited by the proposed improvement and assess to each lot or parcel of land the amount benefited thereby; AND WHEREAS, the Assessor has completed said special assessment roll and has filed the same with the City Clerk and the City Clerk has presented the same to the City Council for review and certification. NOW, THEREFORE, BE IT RESOLVED THAT: 1. Said Special Assessment Roll shall be filed in the office of the City Clerk and shall be available for public examination. 2. The City Council shall meet to review said special assessment roll on June 21, 1971 at 8:00 o'clock p.m. Eastern Standard Time at the City Hall in said City. 3. The City Clerk is directed to cause notice of said meeting to be published in the Farmington Enterprise, a newspaper published in the City, at least once not less than ten days before the date of said meeting and shall further cause notice of said meeting to be sent by first class mail to all property owners in the proposed special assessment district, as shown by the current assessment roll of the City, at least ten days before the date of the meeting. 4. The notice of said meeting as published and mailed shall be in substantially the following form: — [12, 665, 289, 767]
maturity-schedule: $15,000.00 December 1, 1971; $10,000.00 December 1, 1972; $15,000.00 December 1, 1973; $15,000.00 December 1, 1974; $15,000.00 December 1st of each of the years 1975 and 1976; $20,000.00 December 1, 1977; $20,000.00 December 1, 1978; $25,000.00 December 1st of each of the years 1979 and 1980; $20,000.00 December 1, 1981; $30,000.00 December 1, 1982; $25,000.00 December 1, 1983; $45,000.00 December 1, 1984; $50,000.00 December 1, 1985. — [892, 672, 1170, 699]
clerk-signature: ELIZABETH BRINES, City Clerk — [207, 505, 289, 512]
